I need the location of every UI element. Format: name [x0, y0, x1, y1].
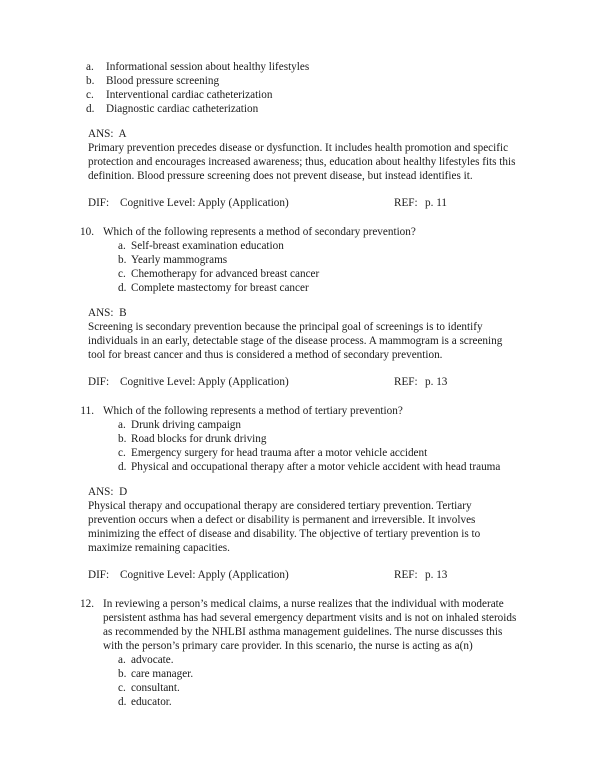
ref-label: REF: — [394, 197, 418, 209]
option-letter: d. — [86, 103, 95, 115]
answer-block — [88, 306, 518, 362]
option-letter: b. — [118, 668, 127, 680]
question-meta — [88, 375, 518, 389]
question-text: Which of the following represents a method of secondary prevention? — [103, 226, 416, 238]
rationale-text: Primary prevention precedes disease or dysfunction. It includes health promotion and specific protection and encourages increased awareness; thus, education about healthy lifestyles fits this definition. Blood pressure screening does not prevent disease, but instead identifies it. — [88, 142, 516, 182]
option-text: Physical and occupational therapy after a motor vehicle accident with head trauma — [131, 461, 501, 473]
list-item — [118, 267, 518, 281]
ref-label: REF: — [394, 569, 418, 581]
option-letter: a. — [86, 61, 94, 73]
question-number: 11. — [80, 405, 94, 417]
rationale-text: Screening is secondary prevention because the principal goal of screenings is to identify individuals in an early, detectable stage of the disease process. A mammogram is a screening tool for breast cancer and thus is considered a method of secondary prevention. — [88, 321, 503, 361]
option-list — [118, 239, 518, 295]
answer-block — [88, 485, 518, 555]
option-text: Blood pressure screening — [106, 75, 220, 87]
option-text: consultant. — [131, 682, 180, 694]
option-text: Yearly mammograms — [131, 254, 228, 266]
option-text: Diagnostic cardiac catheterization — [106, 103, 259, 115]
dif-label: DIF: — [88, 569, 110, 581]
question-header — [72, 597, 518, 653]
ref-value: p. 13 — [425, 376, 448, 388]
option-text: advocate. — [131, 654, 174, 666]
option-letter: c. — [118, 447, 126, 459]
list-item — [118, 653, 518, 667]
list-item — [118, 695, 518, 709]
question-header — [72, 404, 518, 418]
question-header — [72, 225, 518, 239]
option-letter: d. — [118, 461, 127, 473]
question-meta — [88, 568, 518, 582]
dif-label: DIF: — [88, 197, 110, 209]
answer-line: ANS: B — [88, 307, 127, 319]
list-item — [118, 418, 518, 432]
option-letter: b. — [118, 254, 127, 266]
option-text: care manager. — [131, 668, 194, 680]
list-item — [86, 74, 518, 88]
question-item — [72, 597, 518, 709]
ref-value: p. 11 — [425, 197, 447, 209]
option-letter: a. — [118, 240, 126, 252]
option-letter: a. — [118, 654, 126, 666]
ref-label: REF: — [394, 376, 418, 388]
list-item — [86, 102, 518, 116]
list-item — [118, 446, 518, 460]
option-letter: a. — [118, 419, 126, 431]
list-item — [118, 460, 518, 474]
dif-value: Cognitive Level: Apply (Application) — [120, 197, 289, 209]
option-list — [118, 653, 518, 709]
option-letter: d. — [118, 282, 127, 294]
list-item — [118, 681, 518, 695]
dif-label: DIF: — [88, 376, 110, 388]
option-letter: b. — [86, 75, 95, 87]
list-item — [118, 239, 518, 253]
question-text: Which of the following represents a method of tertiary prevention? — [103, 405, 403, 417]
option-text: Complete mastectomy for breast cancer — [131, 282, 309, 294]
option-letter: b. — [118, 433, 127, 445]
page-content — [72, 60, 518, 709]
question-text: In reviewing a person’s medical claims, a nurse realizes that the individual with moderate persistent asthma has had several emergency department visits and is not on inhaled steroids as recommended by the NHLBI asthma management guidelines. The nurse discusses this with the person’s primary care provider. In this scenario, the nurse is acting as a(n) — [103, 598, 517, 652]
list-item — [86, 60, 518, 74]
list-item — [118, 253, 518, 267]
option-letter: c. — [118, 682, 126, 694]
option-text: Drunk driving campaign — [131, 419, 241, 431]
list-item — [118, 432, 518, 446]
question-meta — [88, 196, 518, 210]
option-text: Chemotherapy for advanced breast cancer — [131, 268, 320, 280]
list-item — [118, 281, 518, 295]
option-text: Self-breast examination education — [131, 240, 284, 252]
question-item — [72, 404, 518, 582]
question-number: 12. — [80, 598, 94, 610]
option-text: Informational session about healthy lifestyles — [106, 61, 310, 73]
option-text: educator. — [131, 696, 172, 708]
dif-value: Cognitive Level: Apply (Application) — [120, 376, 289, 388]
answer-line: ANS: D — [88, 486, 128, 498]
option-text: Emergency surgery for head trauma after a motor vehicle accident — [131, 447, 428, 459]
list-item — [86, 88, 518, 102]
ref-value: p. 13 — [425, 569, 448, 581]
dif-value: Cognitive Level: Apply (Application) — [120, 569, 289, 581]
question-number: 10. — [80, 226, 94, 238]
list-item — [118, 667, 518, 681]
option-text: Road blocks for drunk driving — [131, 433, 267, 445]
answer-line: ANS: A — [88, 128, 127, 140]
question-item — [72, 225, 518, 389]
option-list — [86, 60, 518, 116]
option-text: Interventional cardiac catheterization — [106, 89, 273, 101]
option-letter: c. — [118, 268, 126, 280]
option-letter: c. — [86, 89, 94, 101]
option-list — [118, 418, 518, 474]
option-letter: d. — [118, 696, 127, 708]
answer-block — [88, 127, 518, 183]
rationale-text: Physical therapy and occupational therapy are considered tertiary prevention. Tertiary prevention occurs when a defect or disability is permanent and irreversible. It involves minimizing the effect of disease and disability. The objective of tertiary prevention is to maximize remaining capacities. — [88, 500, 481, 554]
